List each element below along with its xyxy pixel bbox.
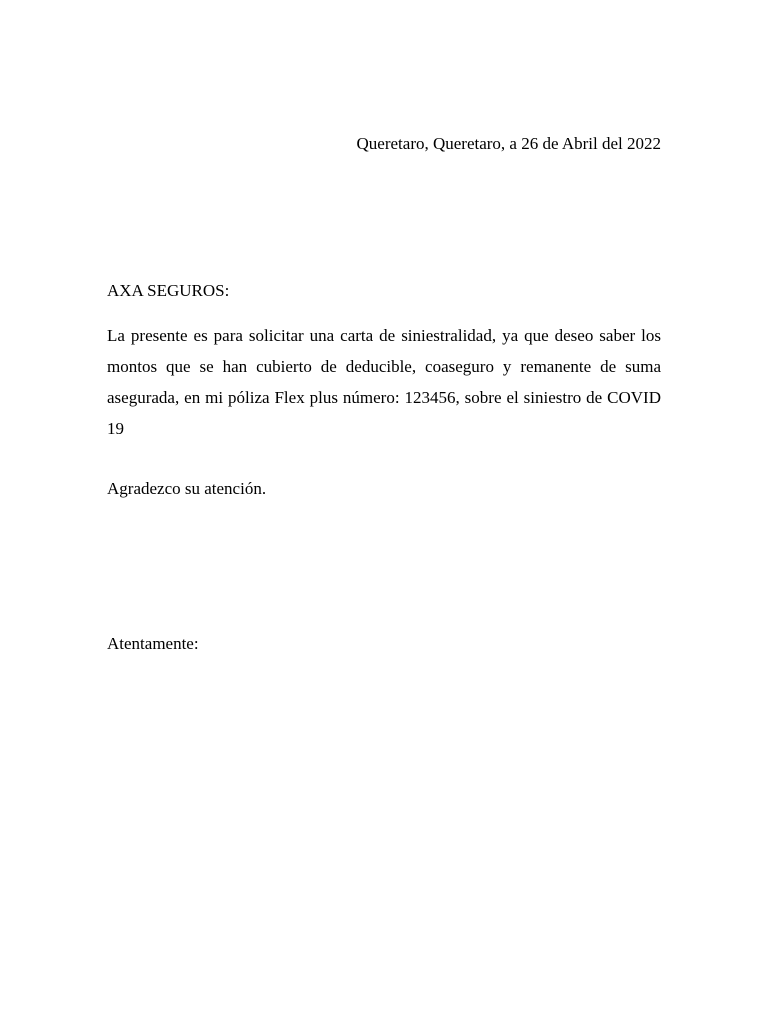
closing-line: Atentamente: <box>107 634 199 653</box>
date-line: Queretaro, Queretaro, a 26 de Abril del 2022 <box>356 134 661 153</box>
body-paragraph: La presente es para solicitar una carta de siniestralidad, ya que deseo saber los montos que se han cubierto de deducible, coaseguro y remanente de suma asegurada, en mi póliza Flex plus número: 123456, sobre el siniestro de COVID 19 <box>107 326 661 438</box>
thanks-line: Agradezco su atención. <box>107 479 267 498</box>
addressee: AXA SEGUROS: <box>107 281 230 300</box>
